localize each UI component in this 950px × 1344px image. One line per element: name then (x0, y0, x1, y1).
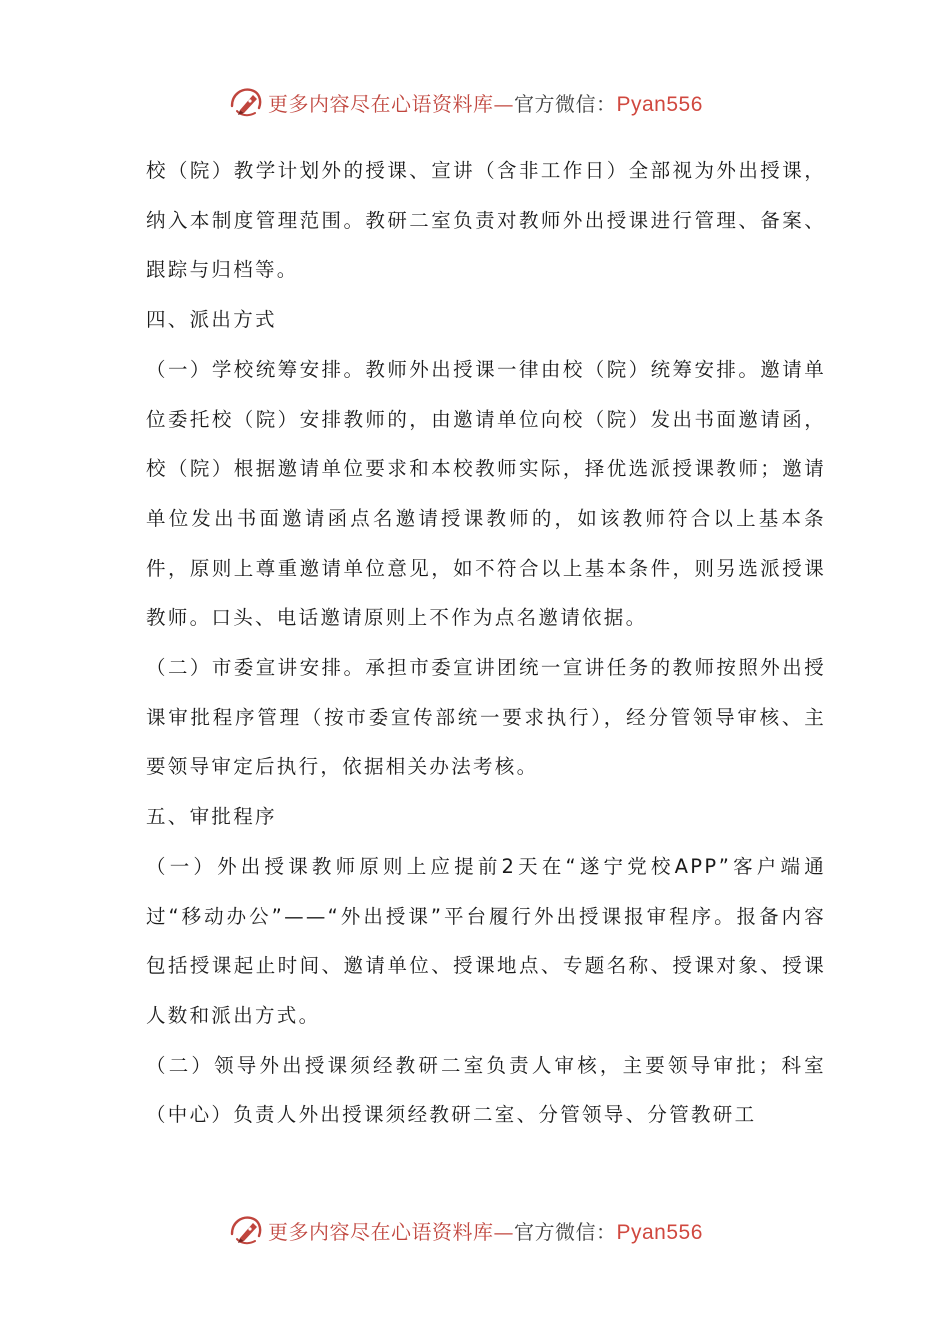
paragraph: （二）领导外出授课须经教研二室负责人审核，主要领导审批；科室（中心）负责人外出授课须经教研二室、分管领导、分管教研工 (146, 1053, 826, 1127)
paragraph: 校（院）教学计划外的授课、宣讲（含非工作日）全部视为外出授课，纳入本制度管理范围。教研二室负责对教师外出授课进行管理、备案、跟踪与归档等。 (146, 159, 826, 282)
document-body (146, 146, 826, 1140)
paragraph: （二）市委宣讲安排。承担市委宣讲团统一宣讲任务的教师按照外出授课审批程序管理（按市委宣传部统一要求执行），经分管领导审核、主要领导审定后执行，依据相关办法考核。 (146, 656, 826, 779)
pen-nib-circle-icon (228, 84, 264, 120)
footer-watermark (228, 1210, 728, 1250)
pen-nib-circle-icon (228, 1212, 264, 1248)
paragraph: （一）学校统筹安排。教师外出授课一律由校（院）统筹安排。邀请单位委托校（院）安排教师的，由邀请单位向校（院）发出书面邀请函，校（院）根据邀请单位要求和本校教师实际，择优选派授课教师；邀请单位发出书面邀请函点名邀请授课教师的，如该教师符合以上基本条件，原则上尊重邀请单位意见，如不符合以上基本条件，则另选派授课教师。口头、电话邀请原则上不作为点名邀请依据。 (146, 357, 826, 630)
paragraph: （一）外出授课教师原则上应提前2天在“遂宁党校APP”客户端通过“移动办公”——“外出授课”平台履行外出授课报审程序。报备内容包括授课起止时间、邀请单位、授课地点、专题名称、授课对象、授课人数和派出方式。 (146, 854, 826, 1027)
watermark-text: 更多内容尽在心语资料库—官方微信：Pyan556 (268, 1219, 703, 1244)
header-watermark (228, 82, 728, 122)
watermark-text: 更多内容尽在心语资料库—官方微信：Pyan556 (268, 91, 703, 116)
section-heading: 五、审批程序 (146, 805, 277, 829)
section-heading: 四、派出方式 (146, 308, 277, 332)
